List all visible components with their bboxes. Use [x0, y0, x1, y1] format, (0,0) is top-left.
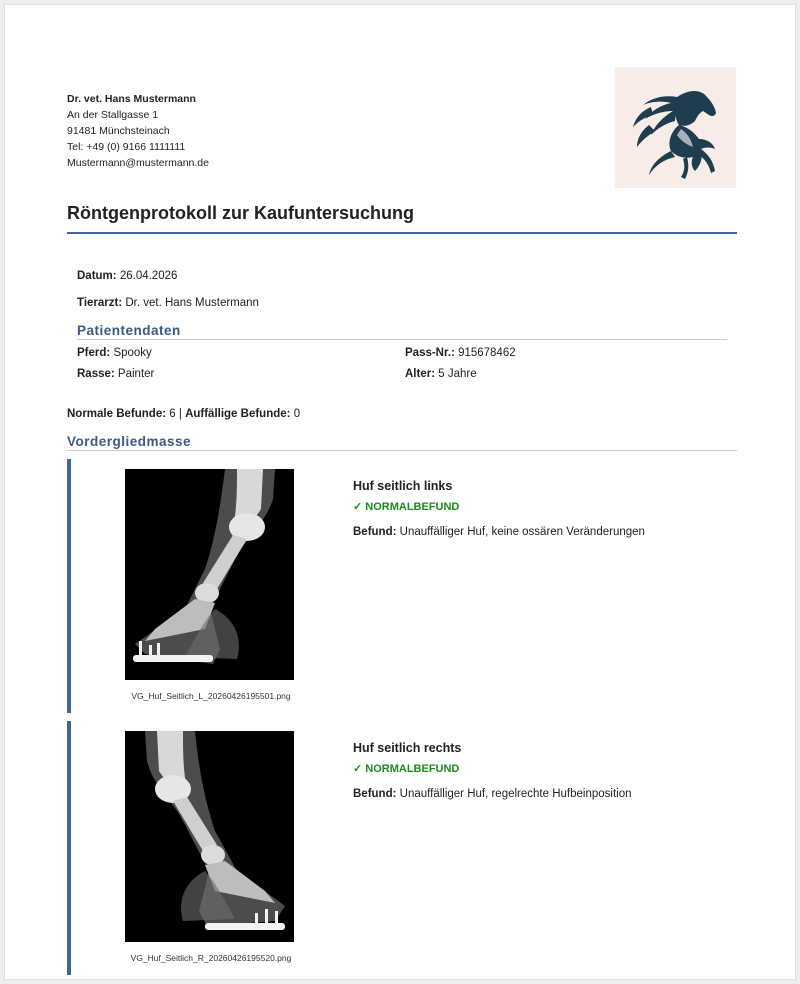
xray-filename: VG_Huf_Seitlich_L_20260426195501.png [131, 691, 291, 701]
normal-count: 6 [169, 408, 176, 420]
sender-street: An der Stallgasse 1 [67, 109, 159, 121]
findings-summary [67, 408, 300, 420]
age-field [405, 368, 477, 380]
finding-description-label: Befund: [353, 526, 397, 538]
xray-image[interactable] [125, 731, 294, 942]
sender-phone: Tel: +49 (0) 9166 1111111 [67, 141, 186, 153]
xray-hoof-right-icon [125, 731, 294, 942]
horse-label: Pferd: [77, 347, 111, 359]
finding-description-text: Unauffälliger Huf, regelrechte Hufbeinposition [399, 788, 632, 800]
finding-description [353, 526, 645, 538]
passport-value: 915678462 [458, 347, 516, 359]
sender-city: 91481 Münchsteinach [67, 125, 170, 137]
vet-field [77, 297, 259, 309]
finding-card [67, 459, 741, 713]
abnormal-count: 0 [293, 408, 301, 420]
xray-image[interactable] [125, 469, 294, 680]
passport-field [405, 347, 516, 359]
horse-field [77, 347, 152, 359]
horse-logo-icon [615, 67, 736, 188]
finding-title: Huf seitlich links [353, 479, 453, 493]
sender-address [67, 91, 209, 171]
breed-value: Painter [117, 368, 155, 380]
passport-label: Pass-Nr.: [405, 347, 455, 359]
vet-value: Dr. vet. Hans Mustermann [125, 297, 259, 309]
age-value: 5 Jahre [438, 368, 477, 380]
sender-email: Mustermann@mustermann.de [67, 157, 209, 169]
sender-name: Dr. vet. Hans Mustermann [67, 93, 196, 105]
patient-section-heading: Patientendaten [77, 323, 727, 340]
finding-status-badge: ✓ NORMALBEFUND [353, 501, 460, 513]
report-page [4, 4, 796, 980]
finding-description-text: Unauffälliger Huf, keine ossären Veränderungen [399, 526, 645, 538]
abnormal-count-label: Auffällige Befunde: [185, 408, 291, 420]
summary-separator: | [178, 408, 182, 420]
age-label: Alter: [405, 368, 436, 380]
finding-title: Huf seitlich rechts [353, 741, 462, 755]
vet-label: Tierarzt: [77, 297, 123, 309]
date-label: Datum: [77, 270, 117, 282]
date-value: 26.04.2026 [119, 270, 178, 282]
date-field [77, 270, 177, 282]
finding-description-label: Befund: [353, 788, 397, 800]
finding-card [67, 721, 741, 975]
xray-hoof-left-icon [125, 469, 294, 680]
normal-count-label: Normale Befunde: [67, 408, 167, 420]
horse-value: Spooky [113, 347, 152, 359]
xray-filename: VG_Huf_Seitlich_R_20260426195520.png [130, 953, 292, 963]
breed-field [77, 368, 154, 380]
forelimb-section-heading: Vordergliedmasse [67, 434, 737, 451]
report-title: Röntgenprotokoll zur Kaufuntersuchung [67, 203, 737, 234]
finding-status-badge: ✓ NORMALBEFUND [353, 763, 460, 775]
breed-label: Rasse: [77, 368, 115, 380]
finding-description [353, 788, 631, 800]
horse-logo [615, 67, 736, 188]
